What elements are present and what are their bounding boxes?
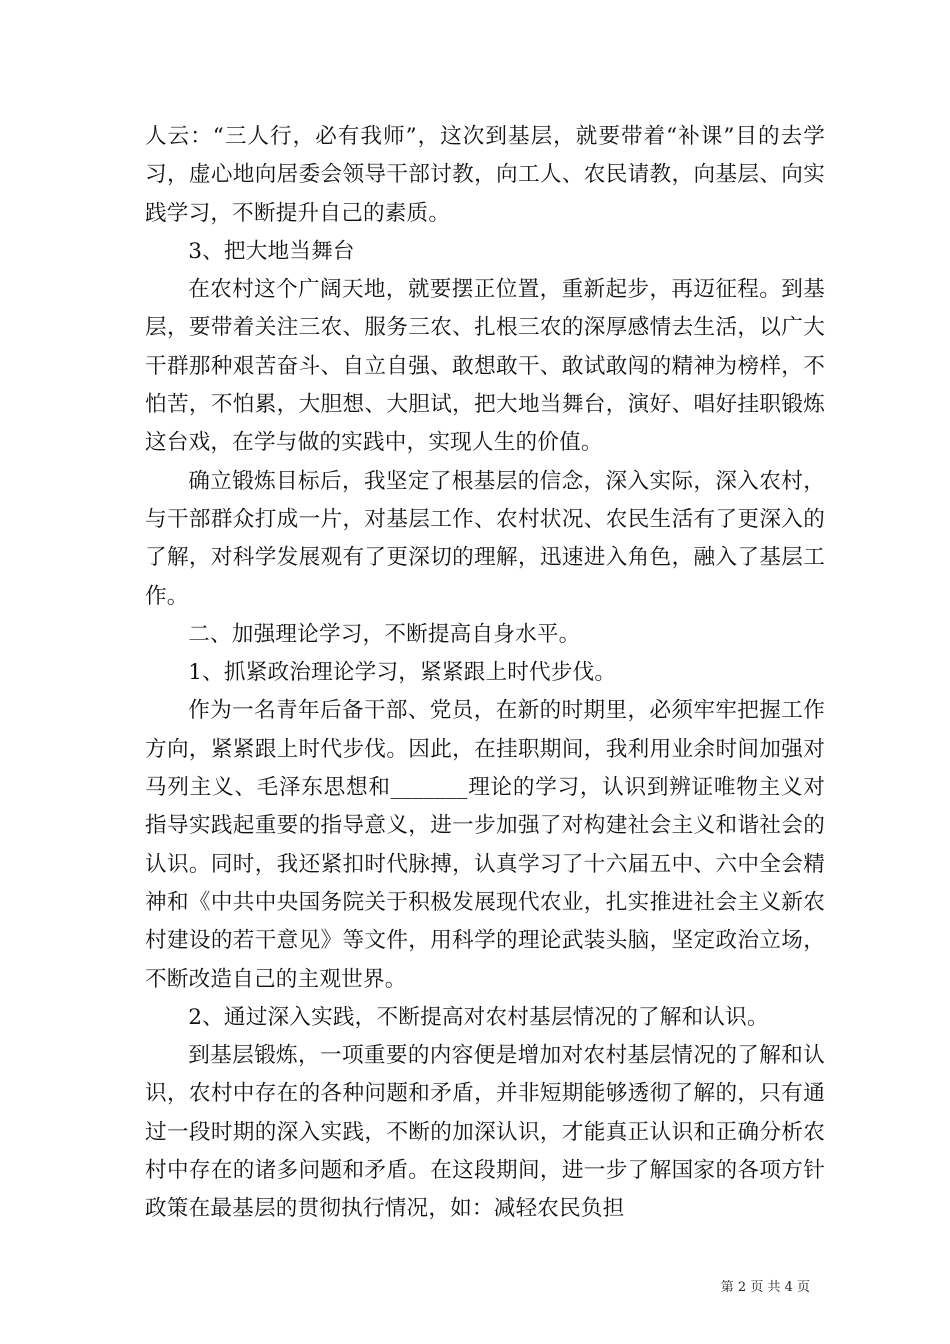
paragraph-0: 人云：“三人行，必有我师”，这次到基层，就要带着“补课”目的去学习，虚心地向居委会领导干部讨教，向工人、农民请教，向基层、向实践学习，不断提升自己的素质。 — [145, 124, 825, 226]
paragraph-6: 作为一名青年后备干部、党员，在新的时期里，必须牢牢把握工作方向，紧紧跟上时代步伐。因此，在挂职期间，我利用业余时间加强对马列主义、毛泽东思想和_______理论的学习，认识到辨证唯物主义对指导实践起重要的指导意义，进一步加强了对构建社会主义和谐社会的认识。同时，我还紧扣时代脉搏，认真学习了十六届五中、六中全会精神和《中共中央国务院关于积极发展现代农业，扎实推进社会主义新农村建设的若干意见》等文件，用科学的理论武装头脑，坚定政治立场，不断改造自己的主观世界。 — [145, 698, 825, 992]
paragraph-3: 确立锻炼目标后，我坚定了根基层的信念，深入实际，深入农村，与干部群众打成一片，对基层工作、农村状况、农民生活有了更深入的了解，对科学发展观有了更深切的理解，迅速进入角色，融入了基层工作。 — [145, 468, 825, 609]
document-body — [145, 118, 825, 1229]
heading-2-practice: 2、通过深入实践，不断提高对农村基层情况的了解和认识。 — [188, 1004, 769, 1030]
heading-3-stage: 3、把大地当舞台 — [188, 238, 355, 264]
page-number: 第 2 页 共 4 页 — [720, 1280, 810, 1295]
paragraph-8: 到基层锻炼，一项重要的内容便是增加对农村基层情况的了解和认识，农村中存在的各种问题和矛盾，并非短期能够透彻了解的，只有通过一段时期的深入实践，不断的加深认识，才能真正认识和正确分析农村中存在的诸多问题和矛盾。在这段期间，进一步了解国家的各项方针政策在最基层的贯彻执行情况，如：减轻农民负担 — [145, 1043, 825, 1222]
section-heading-2: 二、加强理论学习，不断提高自身水平。 — [188, 621, 581, 647]
heading-1-theory: 1、抓紧政治理论学习，紧紧跟上时代步伐。 — [188, 660, 617, 686]
paragraph-2: 在农村这个广阔天地，就要摆正位置，重新起步，再迈征程。到基层，要带着关注三农、服务三农、扎根三农的深厚感情去生活，以广大干群那种艰苦奋斗、自立自强、敢想敢干、敢试敢闯的精神为榜样，不怕苦，不怕累，大胆想、大胆试，把大地当舞台，演好、唱好挂职锻炼这台戏，在学与做的实践中，实现人生的价值。 — [145, 277, 825, 456]
